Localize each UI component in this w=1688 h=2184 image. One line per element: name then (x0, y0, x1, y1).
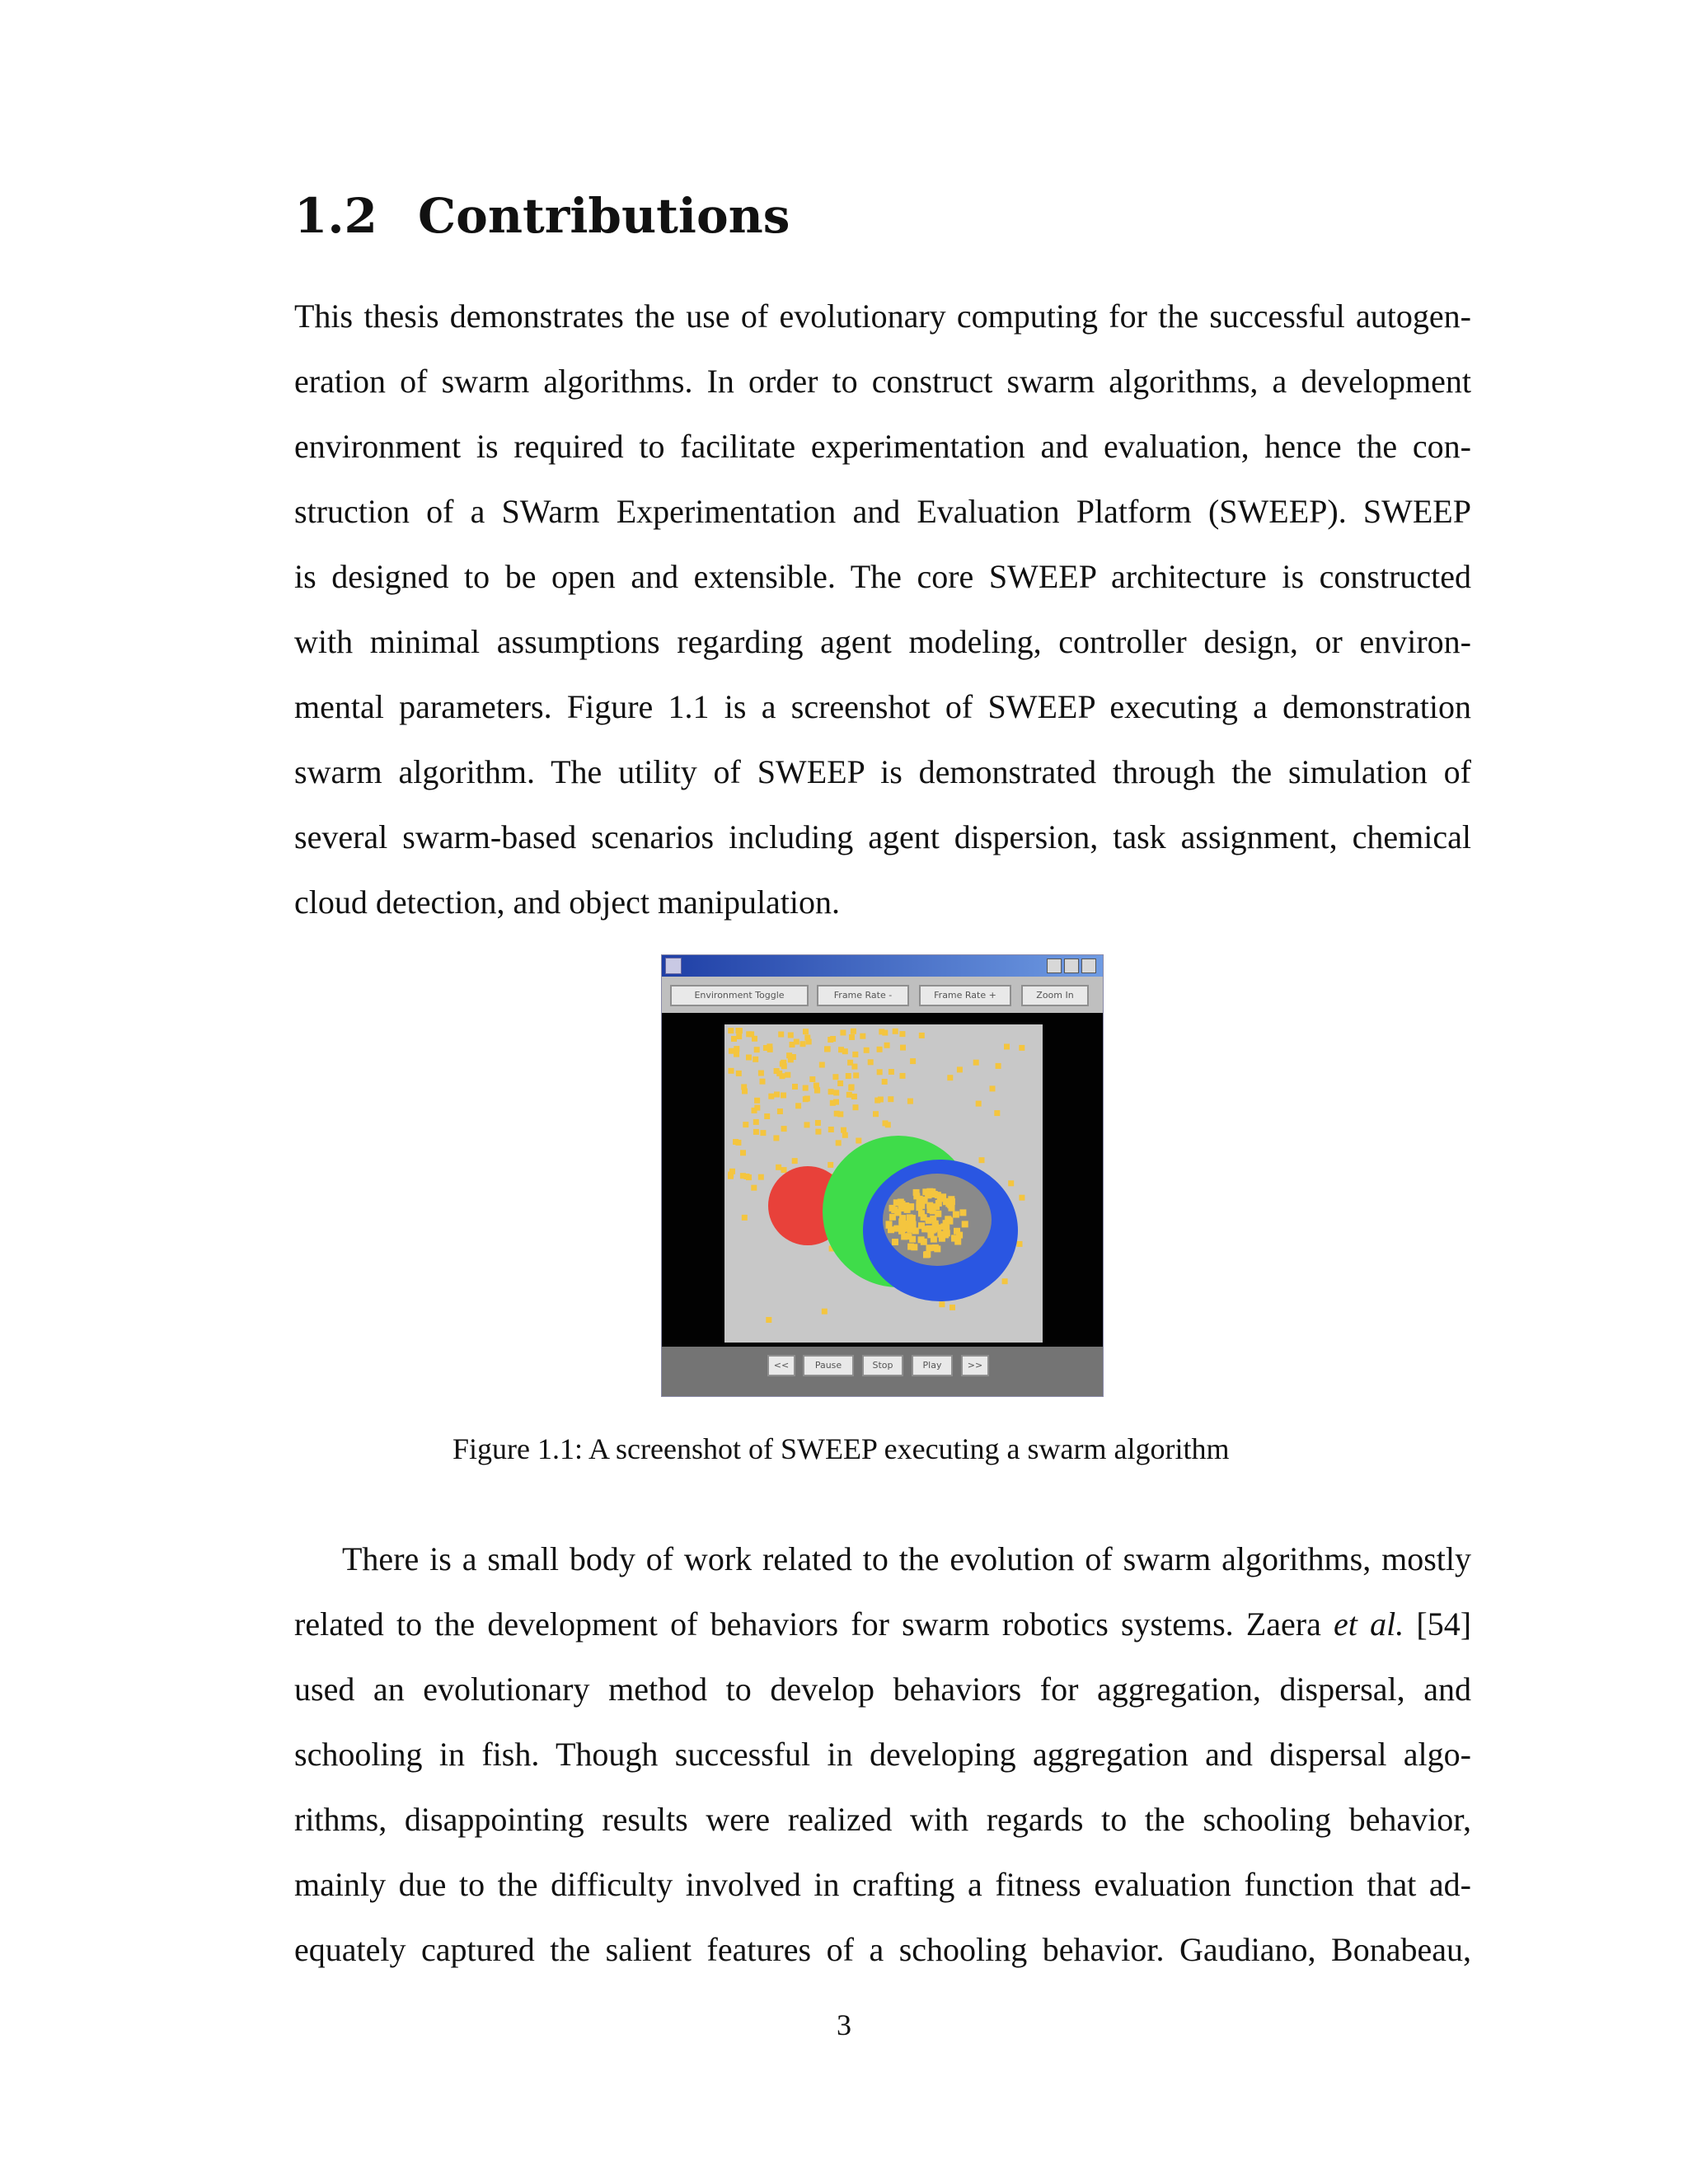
agent-dot (899, 1031, 905, 1037)
agent-dot (1017, 1241, 1023, 1247)
agent-dot (927, 1207, 934, 1213)
agent-dot (728, 1028, 734, 1033)
agent-dot (838, 1047, 844, 1052)
agent-dot (815, 1120, 821, 1126)
agent-dot (886, 1222, 893, 1229)
agent-dot (930, 1227, 936, 1234)
agent-dot (926, 1244, 933, 1251)
agent-dot (740, 1173, 746, 1179)
agent-dot (957, 1066, 963, 1072)
agent-dot (1004, 1044, 1010, 1050)
agent-dot (907, 1226, 913, 1233)
agent-dot (803, 1085, 809, 1091)
agent-dot (884, 1043, 890, 1048)
text-line: struction of a SWarm Experimentation and Evaluation Platform (SWEEP). SWEEP (294, 493, 1471, 530)
agent-dot (773, 1135, 779, 1141)
agent-dot (804, 1122, 810, 1127)
agent-dot (954, 1239, 961, 1245)
agent-dot (794, 1039, 799, 1045)
agent-dot (833, 1090, 839, 1095)
agent-dot (853, 1104, 859, 1110)
agent-dot (939, 1301, 945, 1307)
agent-dot (764, 1113, 770, 1119)
agent-dot (834, 1111, 840, 1117)
agent-dot (923, 1252, 930, 1258)
agent-dot (932, 1221, 939, 1227)
agent-dot (803, 1029, 809, 1034)
agent-dot (882, 1079, 888, 1085)
agent-dot (883, 1120, 889, 1126)
agent-dot (825, 1046, 831, 1052)
agent-dot (788, 1057, 794, 1062)
agent-dot (846, 1073, 851, 1079)
agent-dot (851, 1029, 856, 1034)
agent-dot (1019, 1045, 1025, 1051)
agent-dot (828, 1162, 833, 1168)
app-icon (665, 958, 682, 974)
text-line: swarm algorithm. The utility of SWEEP is demonstrated through the simulation of (294, 753, 1471, 790)
text-line: with minimal assumptions regarding agent modeling, controller design, or environ- (294, 623, 1471, 660)
agent-dot (760, 1079, 766, 1085)
text-line: several swarm-based scenarios including agent dispersion, task assignment, chemical (294, 818, 1471, 855)
text-line: equately captured the salient features of a schooling behavior. Gaudiano, Bonabeau, (294, 1931, 1471, 1968)
agent-dot (954, 1228, 960, 1235)
agent-dot (973, 1060, 979, 1066)
fast-forward-button: >> (961, 1355, 989, 1376)
playback-controls (662, 1347, 1103, 1396)
agent-dot (922, 1188, 929, 1195)
agent-dot (860, 1033, 865, 1039)
agent-dot (748, 1031, 754, 1037)
agent-dot (946, 1218, 953, 1225)
agent-dot (742, 1215, 748, 1221)
section-number: 1.2 (294, 188, 377, 244)
agent-dot (937, 1195, 944, 1202)
agent-dot (877, 1069, 883, 1075)
agent-dot (856, 1138, 861, 1144)
agent-dot (888, 1096, 893, 1102)
agent-dot (768, 1094, 774, 1099)
text-line: mental parameters. Figure 1.1 is a screenshot of SWEEP executing a demonstration (294, 688, 1471, 725)
agent-dot (736, 1071, 742, 1076)
window-toolbar (662, 977, 1103, 1013)
agent-dot (751, 1185, 757, 1191)
frame-rate-down-button: Frame Rate - (817, 985, 909, 1006)
agent-dot (907, 1099, 913, 1104)
sweep-screenshot-figure (661, 954, 1104, 1397)
agent-dot (828, 1089, 834, 1094)
agent-dot (753, 1057, 758, 1062)
text-line: There is a small body of work related to the evolution of swarm algorithms, mostly (342, 1540, 1471, 1577)
citation: [54] (1404, 1605, 1471, 1643)
agent-dot (907, 1214, 913, 1221)
agent-dot (919, 1033, 925, 1038)
agent-dot (935, 1211, 941, 1217)
agent-dot (731, 1036, 737, 1042)
play-button: Play (912, 1355, 953, 1376)
agent-dot (809, 1076, 815, 1082)
text-line: cloud detection, and object manipulation. (294, 883, 841, 921)
agent-dot (849, 1034, 855, 1040)
agent-dot (892, 1239, 898, 1245)
agent-dot (841, 1127, 846, 1133)
agent-dot (781, 1093, 786, 1099)
agent-dot (729, 1068, 734, 1074)
agent-dot (734, 1052, 739, 1057)
agent-dot (996, 1063, 1001, 1069)
agent-dot (944, 1230, 950, 1236)
text-line (294, 1591, 1471, 1657)
agent-dot (736, 1033, 742, 1039)
agent-dot (894, 1209, 901, 1216)
agent-dot (781, 1063, 787, 1069)
et-al-italic: et al. (1334, 1605, 1404, 1643)
text-line: schooling in fish. Though successful in developing aggregation and dispersal algo- (294, 1736, 1471, 1773)
agent-dot (832, 1074, 838, 1080)
stop-button: Stop (862, 1355, 903, 1376)
maximize-icon (1064, 958, 1079, 973)
agent-dot (792, 1084, 798, 1090)
text-line: environment is required to facilitate experimentation and evaluation, hence the con- (294, 428, 1471, 465)
simulation-view (662, 1013, 1103, 1347)
text-line: used an evolutionary method to develop behaviors for aggregation, dispersal, and (294, 1671, 1471, 1708)
section-heading (294, 183, 790, 249)
figure-caption: Figure 1.1: A screenshot of SWEEP executing a swarm algorithm (452, 1432, 1230, 1465)
agent-dot (837, 1080, 843, 1086)
agent-dot (729, 1169, 735, 1174)
agent-dot (788, 1033, 794, 1038)
text-line: This thesis demonstrates the use of evolutionary computing for the successful autogen- (294, 298, 1471, 335)
text-line: eration of swarm algorithms. In order to construct swarm algorithms, a development (294, 363, 1471, 400)
agent-dot (889, 1205, 896, 1212)
agent-dot (873, 1111, 879, 1117)
agent-dot (774, 1092, 780, 1098)
rewind-button: << (767, 1355, 795, 1376)
page-number: 3 (837, 2008, 851, 2041)
agent-dot (752, 1108, 757, 1113)
agent-dot (852, 1052, 858, 1057)
agent-dot (833, 1099, 839, 1105)
agent-dot (828, 1127, 834, 1132)
agent-dot (874, 1098, 880, 1104)
agent-dot (741, 1084, 747, 1090)
frame-rate-up-button: Frame Rate + (919, 985, 1011, 1006)
pause-button: Pause (803, 1355, 854, 1376)
agent-dot (868, 1059, 874, 1065)
agent-dot (746, 1174, 752, 1180)
agent-dot (931, 1236, 937, 1243)
section-title: Contributions (418, 188, 790, 244)
agent-dot (819, 1062, 825, 1068)
agent-dot (743, 1122, 748, 1127)
agent-dot (1008, 1180, 1014, 1186)
agent-dot (1019, 1195, 1025, 1201)
agent-dot (815, 1129, 821, 1135)
zoom-in-button: Zoom In (1021, 985, 1089, 1006)
agent-dot (921, 1239, 927, 1245)
paragraph-related-work (294, 1526, 1471, 1982)
agent-dot (918, 1222, 925, 1229)
agent-dot (962, 1221, 968, 1227)
agent-dot (1002, 1278, 1008, 1284)
agent-dot (746, 1055, 752, 1061)
minimize-icon (1047, 958, 1062, 973)
agent-dot (836, 1140, 842, 1146)
paragraph-intro (294, 284, 1471, 935)
agent-dot (754, 1098, 760, 1104)
agent-dot (945, 1201, 952, 1207)
simulation-canvas (662, 1013, 1103, 1347)
agent-dot (889, 1069, 894, 1075)
agent-dot (804, 1096, 810, 1102)
agent-dot (767, 1047, 773, 1052)
agent-dot (851, 1094, 857, 1099)
agent-dot (740, 1150, 746, 1155)
agent-dot (900, 1045, 906, 1051)
agent-dot (729, 1048, 734, 1054)
agent-dot (959, 1209, 966, 1216)
agent-dot (754, 1047, 760, 1052)
agent-dot (910, 1058, 916, 1064)
agent-dot (792, 1158, 798, 1164)
agent-dot (840, 1030, 846, 1036)
agent-dot (737, 1028, 743, 1033)
agent-dot (848, 1085, 854, 1090)
agent-dot (853, 1072, 859, 1078)
agent-dot (776, 1165, 781, 1170)
agent-dot (842, 1132, 848, 1138)
agent-dot (947, 1075, 953, 1080)
agent-dot (900, 1073, 906, 1079)
window-titlebar (662, 955, 1103, 977)
close-icon (1081, 958, 1096, 973)
agent-dot (753, 1119, 759, 1125)
agent-dot (830, 1036, 836, 1042)
agent-dot (990, 1085, 996, 1091)
text-segment: related to the development of behaviors for swarm robotics systems. Zaera (294, 1605, 1334, 1643)
agent-dot (777, 1108, 783, 1114)
agent-dot (979, 1157, 985, 1163)
text-line: rithms, disappointing results were realized with regards to the schooling behavior, (294, 1801, 1471, 1838)
environment-toggle-button: Environment Toggle (670, 985, 809, 1006)
agent-dot (994, 1110, 1000, 1116)
agent-dot (758, 1071, 764, 1076)
agent-dot (804, 1035, 810, 1041)
agent-dot (795, 1103, 801, 1108)
agent-dot (753, 1129, 759, 1135)
agent-dot (893, 1029, 898, 1034)
agent-dot (766, 1317, 771, 1323)
agent-dot (931, 1191, 938, 1197)
agent-dot (846, 1092, 852, 1098)
agent-dot (760, 1130, 766, 1136)
agent-dot (822, 1309, 828, 1315)
agent-dot (904, 1207, 911, 1213)
agent-dot (879, 1029, 884, 1034)
text-line: mainly due to the difficulty involved in crafting a fitness evaluation function that ad- (294, 1866, 1471, 1903)
agent-dot (781, 1126, 787, 1132)
agent-dot (851, 1064, 857, 1070)
agent-dot (734, 1046, 739, 1052)
agent-dot (778, 1032, 784, 1038)
agent-dot (898, 1228, 905, 1235)
agent-dot (735, 1140, 741, 1146)
agent-dot (950, 1305, 955, 1310)
agent-dot (781, 1167, 787, 1173)
agent-dot (776, 1071, 782, 1076)
agent-dot (913, 1189, 920, 1196)
agent-dot (877, 1047, 883, 1052)
agent-dot (953, 1212, 959, 1218)
agent-dot (864, 1047, 870, 1053)
agent-dot (758, 1174, 764, 1180)
agent-dot (976, 1101, 982, 1107)
agent-dot (800, 1041, 806, 1047)
agent-dot (932, 1244, 939, 1251)
agent-dot (907, 1244, 914, 1250)
agent-dot (921, 1197, 928, 1203)
agent-dot (785, 1072, 790, 1078)
text-line: is designed to be open and extensible. The core SWEEP architecture is constructed (294, 558, 1471, 595)
agent-dot (921, 1214, 927, 1221)
agent-dot (814, 1083, 819, 1089)
